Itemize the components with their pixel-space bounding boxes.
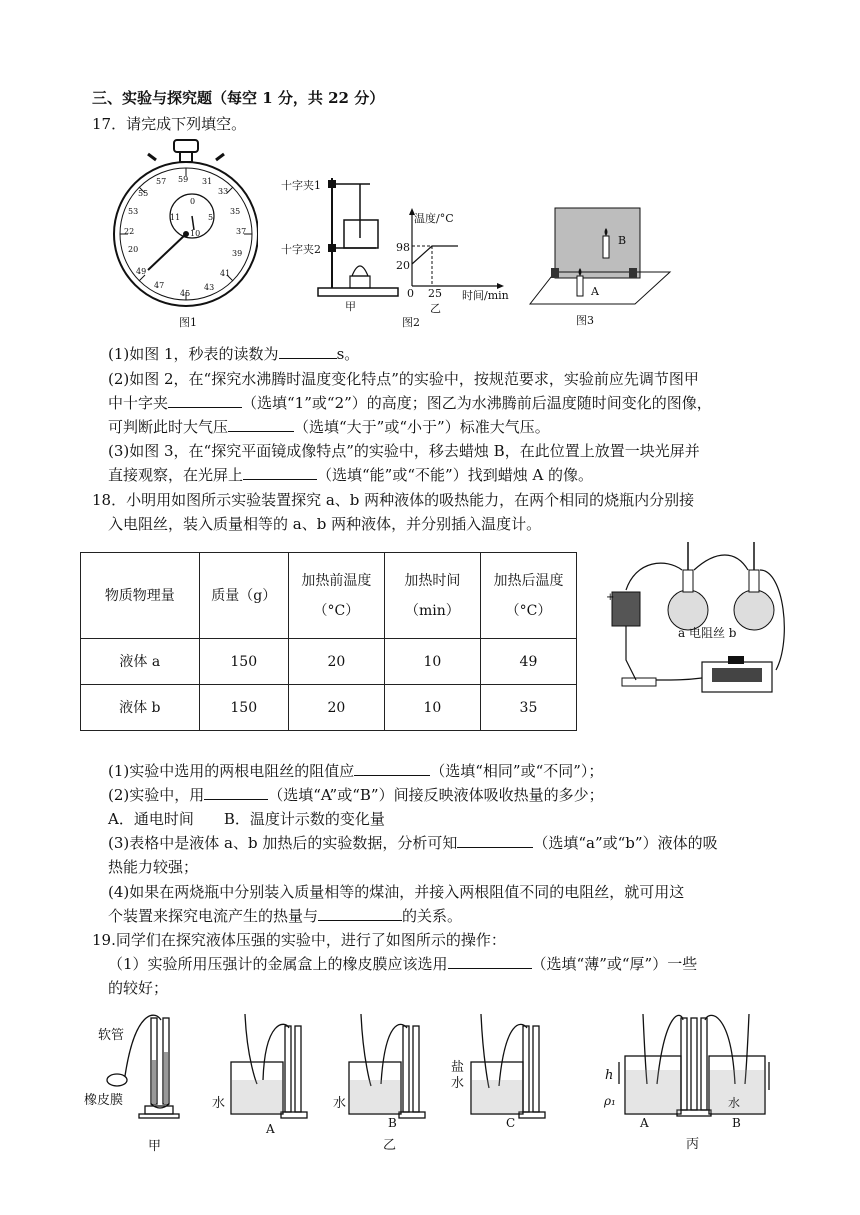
fig2-label-yi: 乙 — [430, 302, 441, 315]
svg-text:47: 47 — [154, 281, 165, 290]
fig2-tick-98: 98 — [396, 241, 410, 254]
fig-label-a2: A — [640, 1116, 649, 1130]
q17-p1-text: (1)如图 1，秒表的读数为 — [108, 345, 279, 363]
q18-p4-line1: (4)如果在两烧瓶中分别装入质量相等的煤油，并接入两根阻值不同的电阻丝，就可用这 — [108, 883, 685, 901]
table-header-cell: 加热时间（min） — [384, 553, 480, 639]
table-header-cell: 加热前温度（°C） — [288, 553, 384, 639]
table-cell: 35 — [480, 685, 576, 731]
pressure-gauge-figures — [95, 1000, 795, 1150]
q17-p2-blank1[interactable] — [168, 393, 242, 408]
fig3-caption: 图3 — [576, 314, 594, 327]
q18-p2-blank[interactable] — [204, 785, 268, 800]
q17-p2-line1: (2)如图 2，在“探究水沸腾时温度变化特点”的实验中，按规范要求，实验前应先调节图甲 — [108, 370, 699, 388]
q18-p4-line2 — [108, 906, 462, 926]
q18-p1-text-a: (1)实验中选用的两根电阻丝的阻值应 — [108, 762, 355, 780]
fig-label-shui1: 水 — [212, 1096, 226, 1111]
table-cell: 液体 b — [81, 685, 200, 731]
table-cell: 10 — [384, 639, 480, 685]
stopwatch-figure — [108, 138, 258, 328]
q19-p1-line2: 的较好； — [108, 979, 169, 997]
fig2-label-clamp2: 十字夹2 — [281, 243, 321, 256]
fig-label-bing: 丙 — [686, 1137, 700, 1152]
svg-text:5: 5 — [208, 213, 214, 222]
fig2-tick-20: 20 — [396, 259, 410, 272]
svg-text:55: 55 — [138, 189, 149, 198]
svg-text:0: 0 — [190, 197, 196, 206]
fig2-axis-y: 温度/°C — [414, 212, 454, 225]
svg-text:41: 41 — [220, 269, 231, 278]
q18-p3-blank[interactable] — [457, 833, 533, 848]
q19-p1-line1 — [108, 954, 697, 974]
q17-p2-text-b: （选填“1”或“2”）的高度；图乙为水沸腾前后温度随时间变化的图像， — [242, 394, 712, 412]
fig-label-c1: C — [506, 1116, 516, 1130]
svg-text:43: 43 — [204, 283, 215, 292]
q18-p3-line1 — [108, 833, 718, 853]
fig-label-jia: 甲 — [148, 1139, 162, 1154]
q18-p4-blank[interactable] — [318, 906, 402, 921]
fig-label-a1: A — [266, 1122, 275, 1136]
q18-data-table — [80, 552, 577, 731]
q19-stem: 19.同学们在探究液体压强的实验中，进行了如图所示的操作： — [92, 931, 506, 949]
q18-p4-text-b: 的关系。 — [402, 907, 463, 925]
table-header-cell: 物质物理量 — [81, 553, 200, 639]
table-cell: 150 — [199, 639, 288, 685]
q17-p2-text-c: 可判断此时大气压 — [108, 418, 229, 436]
q17-p2-line2 — [108, 393, 712, 413]
svg-text:+: + — [606, 592, 615, 603]
q18-p2 — [108, 785, 604, 805]
q18-p4-text-a: 个装置来探究电流产生的热量与 — [108, 907, 319, 925]
svg-text:53: 53 — [128, 207, 139, 216]
fig2-label-clamp1: 十字夹1 — [281, 179, 321, 192]
fig-label-rho: ρ₁ — [604, 1094, 616, 1108]
svg-text:10: 10 — [190, 229, 201, 238]
fig2-label-jia: 甲 — [345, 300, 356, 313]
svg-text:11: 11 — [170, 213, 181, 222]
q18-p1-blank[interactable] — [354, 761, 430, 776]
fig1-caption: 图1 — [179, 316, 197, 329]
fig-label-b2: B — [732, 1116, 741, 1130]
q19-p1-text-a: （1）实验所用压强计的金属盒上的橡皮膜应该选用 — [108, 955, 448, 973]
table-header-cell: 质量（g） — [199, 553, 288, 639]
svg-text:31: 31 — [202, 177, 213, 186]
q18-p3-line2: 热能力较强； — [108, 858, 199, 876]
table-row — [81, 685, 577, 731]
table-row — [81, 639, 577, 685]
q19-p1-blank[interactable] — [448, 954, 532, 969]
svg-text:33: 33 — [218, 187, 229, 196]
fig3-label-b: B — [618, 234, 627, 247]
plane-mirror-figure — [525, 200, 675, 312]
q17-p2-text-d: （选填“大于”或“小于”）标准大气压。 — [294, 418, 550, 436]
q18-p2-text-a: (2)实验中，用 — [108, 786, 205, 804]
table-cell: 液体 a — [81, 639, 200, 685]
q17-p2-line3 — [108, 417, 550, 437]
fig-label-b1: B — [388, 1116, 397, 1130]
svg-text:49: 49 — [136, 267, 147, 276]
q18-p2-text-b: （选填“A”或“B”）间接反映液体吸收热量的多少； — [268, 786, 604, 804]
fig-label-yi: 乙 — [383, 1138, 397, 1153]
table-cell: 150 — [199, 685, 288, 731]
q17-p1 — [108, 344, 359, 364]
section-title: 三、实验与探究题（每空 1 分，共 22 分） — [92, 89, 385, 107]
q17-p3-blank[interactable] — [243, 465, 317, 480]
fig-label-h: h — [605, 1068, 614, 1083]
table-cell: 49 — [480, 639, 576, 685]
q18-p2-options: A．通电时间 B．温度计示数的变化量 — [108, 810, 385, 828]
svg-text:59: 59 — [178, 175, 189, 184]
q17-p3-line2 — [108, 465, 593, 485]
svg-text:57: 57 — [156, 177, 167, 186]
circuit-label: a 电阻丝 b — [678, 626, 737, 640]
q17-p2-text-a: 中十字夹 — [108, 394, 169, 412]
q17-p3-line1: (3)如图 3，在“探究平面镜成像特点”的实验中，移去蜡烛 B，在此位置上放置一块光屏并 — [108, 442, 700, 460]
table-header-cell: 加热后温度（°C） — [480, 553, 576, 639]
q17-p2-blank2[interactable] — [228, 417, 294, 432]
fig-label-yanshui: 盐水 — [451, 1060, 465, 1091]
svg-text:20: 20 — [128, 245, 139, 254]
q17-p3-text-a: 直接观察，在光屏上 — [108, 466, 244, 484]
table-cell: 10 — [384, 685, 480, 731]
fig2-tick-25: 25 — [428, 287, 442, 300]
q18-stem-line1: 18．小明用如图所示实验装置探究 a、b 两种液体的吸热能力，在两个相同的烧瓶内分别接 — [92, 491, 695, 509]
q18-p1 — [108, 761, 603, 781]
svg-text:39: 39 — [232, 249, 243, 258]
fig-label-shui3: 水 — [728, 1096, 741, 1110]
q18-p1-text-b: （选填“相同”或“不同”）； — [430, 762, 604, 780]
q18-p3-text-a: (3)表格中是液体 a、b 加热后的实验数据，分析可知 — [108, 834, 458, 852]
fig-label-shui2: 水 — [333, 1096, 347, 1111]
table-header-row — [81, 553, 577, 639]
svg-text:45: 45 — [180, 289, 191, 298]
fig-label-ruanguan: 软管 — [98, 1028, 125, 1043]
svg-text:37: 37 — [236, 227, 247, 236]
svg-text:22: 22 — [124, 227, 135, 236]
q17-p1-unit: s。 — [336, 345, 360, 363]
fig2-tick-0: 0 — [407, 287, 414, 300]
fig3-label-a: A — [591, 285, 599, 298]
q17-p1-answer-blank[interactable] — [279, 344, 337, 359]
table-cell: 20 — [288, 685, 384, 731]
q18-p3-text-b: （选填“a”或“b”）液体的吸 — [533, 834, 718, 852]
q17-stem: 17．请完成下列填空。 — [92, 115, 247, 133]
fig2-caption: 图2 — [402, 316, 420, 329]
fig2-axis-x: 时间/min — [462, 289, 509, 302]
fig-label-xiangpimo: 橡皮膜 — [84, 1093, 124, 1108]
q19-p1-text-b: （选填“薄”或“厚”）一些 — [531, 955, 698, 973]
q17-p3-text-b: （选填“能”或“不能”）找到蜡烛 A 的像。 — [317, 466, 594, 484]
table-cell: 20 — [288, 639, 384, 685]
svg-text:35: 35 — [230, 207, 241, 216]
q18-stem-line2: 入电阻丝，装入质量相等的 a、b 两种液体，并分别插入温度计。 — [108, 515, 542, 533]
